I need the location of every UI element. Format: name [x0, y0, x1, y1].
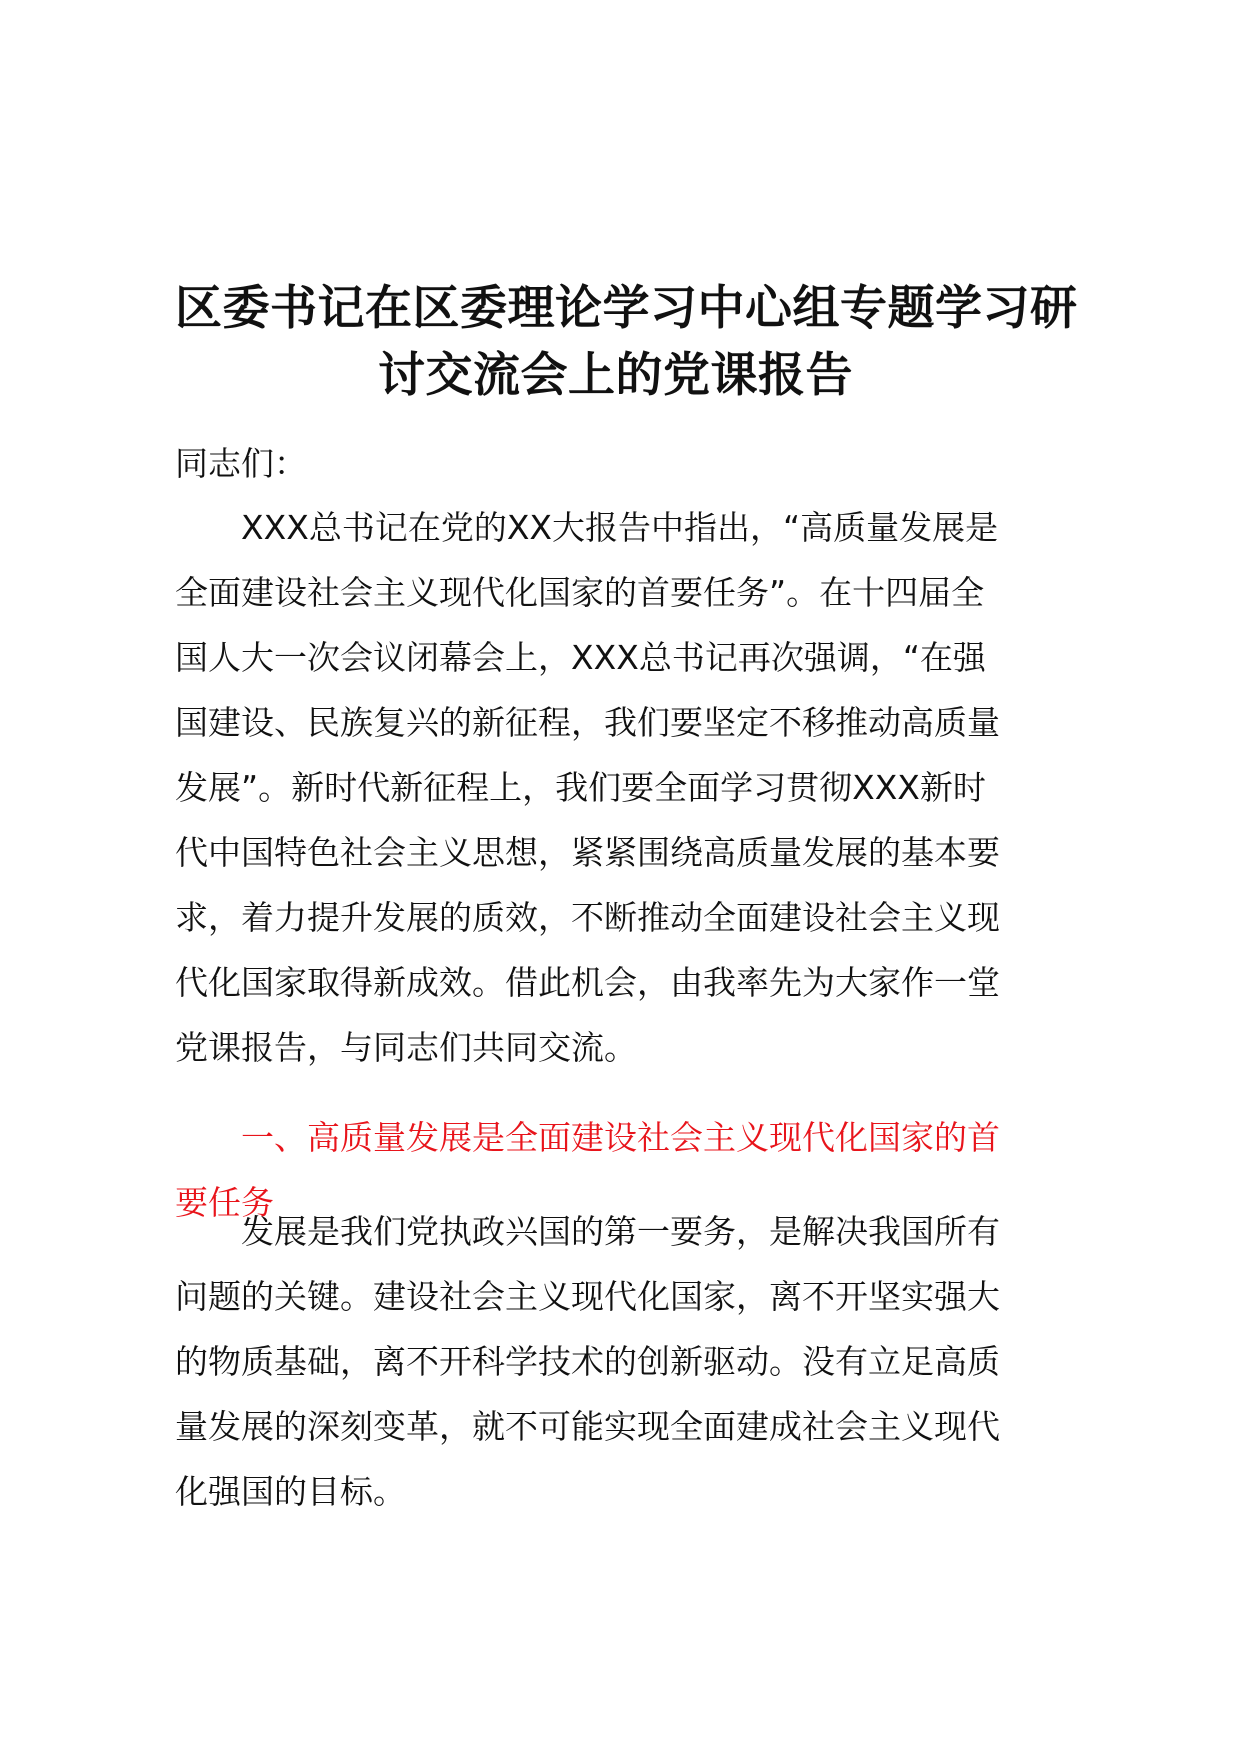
paragraph-2-line: 化强国的目标。 [175, 1472, 406, 1511]
paragraph-1-line: 国人大一次会议闭幕会上，XXX总书记再次强调，“在强 [175, 638, 986, 677]
paragraph-1-line: XXX总书记在党的XX大报告中指出，“高质量发展是 [241, 508, 999, 547]
salutation [175, 431, 1095, 496]
paragraph-2-line: 的物质基础，离不开科学技术的创新驱动。没有立足高质 [175, 1342, 1000, 1381]
document-title [150, 275, 1090, 409]
paragraph-1-line: 求，着力提升发展的质效，不断推动全面建设社会主义现 [175, 898, 1000, 937]
paragraph-1 [175, 495, 1095, 1080]
paragraph-2-line: 问题的关键。建设社会主义现代化国家，离不开坚实强大 [175, 1277, 1000, 1316]
paragraph-1-line: 全面建设社会主义现代化国家的首要任务”。在十四届全 [175, 573, 985, 612]
paragraph-1-line: 发展”。新时代新征程上，我们要全面学习贯彻XXX新时 [175, 768, 986, 807]
section-heading-line: 要任务 [175, 1183, 274, 1222]
paragraph-1-line: 代中国特色社会主义思想，紧紧围绕高质量发展的基本要 [175, 833, 1000, 872]
title-line-1: 区委书记在区委理论学习中心组专题学习研 [175, 281, 1078, 336]
paragraph-1-line: 国建设、民族复兴的新征程，我们要坚定不移推动高质量 [175, 703, 1000, 742]
paragraph-2-line: 量发展的深刻变革，就不可能实现全面建成社会主义现代 [175, 1407, 1000, 1446]
title-line-2: 讨交流会上的党课报告 [378, 348, 853, 403]
paragraph-2 [175, 1199, 1095, 1524]
paragraph-1-line: 党课报告，与同志们共同交流。 [175, 1028, 637, 1067]
salutation-text: 同志们： [175, 444, 307, 483]
paragraph-2-line: 发展是我们党执政兴国的第一要务，是解决我国所有 [241, 1212, 1000, 1251]
section-heading-line: 一、高质量发展是全面建设社会主义现代化国家的首 [241, 1118, 1000, 1157]
paragraph-1-line: 代化国家取得新成效。借此机会，由我率先为大家作一堂 [175, 963, 1000, 1002]
